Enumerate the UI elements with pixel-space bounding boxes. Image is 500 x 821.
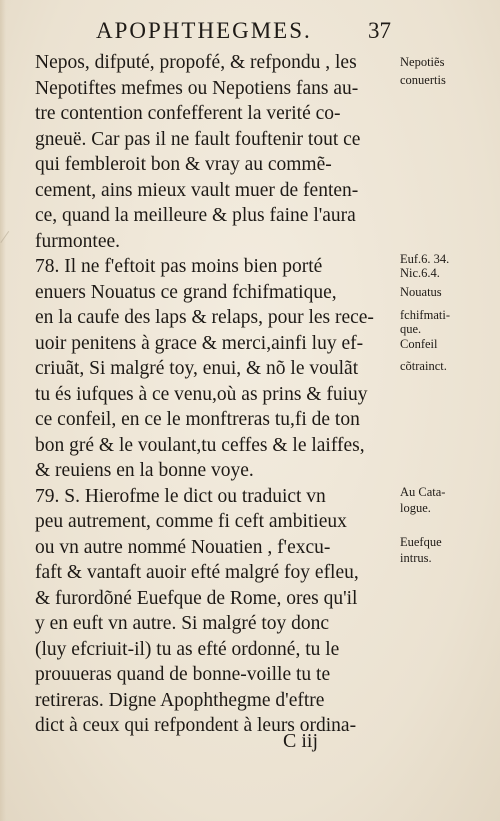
page-header bbox=[96, 18, 396, 48]
text-line: qui fembleroit bon & vray au commẽ- bbox=[35, 154, 332, 175]
text-line: dict à ceux qui refpondent à leurs ordina- bbox=[35, 715, 357, 736]
text-line: Nepos, difputé, propofé, & refpondu , les bbox=[35, 52, 357, 73]
margin-note: Confeil bbox=[400, 337, 438, 351]
text-line: bon gré & le voulant,tu ceffes & le laiffes, bbox=[35, 434, 365, 456]
margin-note: cõtrainct. bbox=[400, 359, 447, 373]
text-line: ce, quand la meilleure & plus faine l'aura bbox=[35, 205, 356, 226]
text-line: (luy efcriuit-il) tu as efté ordonné, tu le bbox=[35, 638, 340, 660]
text-line: prouueras quand de bonne-voille tu te bbox=[35, 664, 331, 685]
text-line: gneuë. Car pas il ne fault fouftenir tout ce bbox=[35, 128, 361, 150]
text-line: y en euft vn autre. Si malgré toy donc bbox=[35, 613, 330, 634]
page-edge-shadow bbox=[0, 0, 6, 821]
margin-note: Euf.6. 34. bbox=[400, 252, 450, 266]
text-line-paragraph-78: 78. Il ne f'eftoit pas moins bien porté bbox=[35, 256, 323, 277]
text-line: ou vn autre nommé Nouatien , f'excu- bbox=[35, 536, 331, 558]
running-title: APOPHTHEGMES. bbox=[96, 18, 312, 43]
margin-note: logue. bbox=[400, 501, 431, 515]
margin-note: fchifmati- bbox=[400, 308, 450, 322]
text-line: cement, ains mieux vault muer de fenten- bbox=[35, 179, 359, 201]
text-line: retireras. Digne Apophthegme d'eftre bbox=[35, 689, 325, 711]
text-line: & reuiens en la bonne voye. bbox=[35, 460, 254, 481]
margin-note: Nouatus bbox=[400, 285, 442, 299]
text-line: en la caufe des laps & relaps, pour les rece- bbox=[35, 307, 374, 328]
text-line: enuers Nouatus ce grand fchifmatique, bbox=[35, 281, 337, 303]
text-line: Nepotiftes mefmes ou Nepotiens fans au- bbox=[35, 77, 359, 99]
text-line: furmontee. bbox=[35, 230, 121, 252]
main-text-block bbox=[35, 50, 400, 739]
signature-mark: C iij bbox=[283, 730, 319, 752]
text-line: faft & vantaft auoir efté malgré foy efleu, bbox=[35, 562, 359, 583]
text-line: criuãt, Si malgré toy, enui, & nõ le voulãt bbox=[35, 358, 359, 379]
margin-note: intrus. bbox=[400, 551, 432, 565]
text-line: peu autrement, comme fi ceft ambitieux bbox=[35, 511, 347, 532]
text-line: uoir penitens à grace & merci,ainfi luy ef- bbox=[35, 332, 364, 354]
page-number: 37 bbox=[368, 18, 391, 43]
text-line: tre contention confefferent la verité co- bbox=[35, 103, 341, 124]
margin-note: Au Cata- bbox=[400, 485, 446, 499]
margin-note: Nic.6.4. bbox=[400, 266, 440, 280]
margin-note: conuertis bbox=[400, 73, 446, 87]
margin-note: Nepotiẽs bbox=[400, 55, 445, 69]
text-line: ce confeil, en ce le monftreras tu,fi de ton bbox=[35, 409, 360, 430]
text-line: & furordõné Euefque de Rome, ores qu'il bbox=[35, 587, 358, 609]
margin-note: Euefque bbox=[400, 535, 442, 549]
text-line: tu és iufques à ce venu,où as prins & fuiuy bbox=[35, 383, 368, 405]
margin-note: que. bbox=[400, 322, 422, 336]
text-line-paragraph-79: 79. S. Hierofme le dict ou traduict vn bbox=[35, 485, 326, 507]
